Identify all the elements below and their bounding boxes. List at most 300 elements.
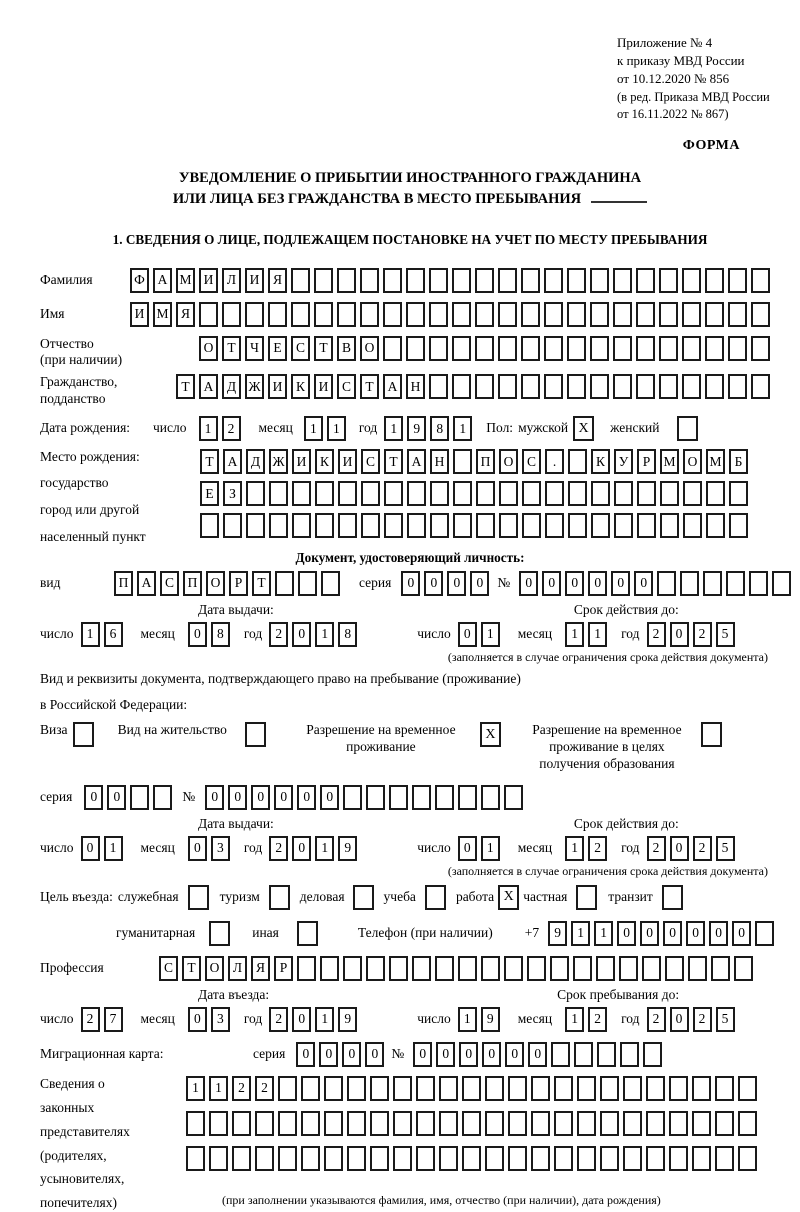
phone-label: Телефон (при наличии) [357,925,493,941]
char-cell: 0 [365,1042,384,1067]
char-cell [715,1076,734,1101]
char-cell: Т [252,571,271,596]
char-cell: 0 [413,1042,432,1067]
char-cell [577,1146,596,1171]
char-cell: И [130,302,149,327]
char-cell [337,302,356,327]
char-cell: 8 [338,622,357,647]
char-cell: 2 [647,836,666,861]
char-cell [278,1146,297,1171]
char-cell [613,302,632,327]
doc-issue-year-cells [269,622,361,647]
representatives-labels: Сведения о законных представителях (родителях, усыновителях, попечителях) [40,1075,130,1211]
char-cell [751,374,770,399]
char-cell: 0 [670,1007,689,1032]
char-cell: 0 [342,1042,361,1067]
char-cell [665,956,684,981]
char-cell [623,1076,642,1101]
representatives-block [40,1076,780,1212]
series-label: серия [40,789,73,805]
char-cell [568,481,587,506]
entry-date-label: Дата въезда: [198,986,270,1002]
char-cell [600,1111,619,1136]
char-cell: 0 [709,921,728,946]
char-cell [728,302,747,327]
rvp-label: Разрешение на временное проживание [306,722,456,755]
char-cell: Я [251,956,270,981]
birthplace-cells [200,449,752,538]
title-underline [591,201,647,203]
char-cell: 2 [647,1007,666,1032]
char-cell [301,1111,320,1136]
resdoc-series-row [40,785,780,810]
appendix-block [617,34,800,124]
char-cell [383,302,402,327]
char-cell [430,481,449,506]
char-cell: 0 [617,921,636,946]
char-cell [688,956,707,981]
char-cell [734,956,753,981]
char-cell: 0 [188,1007,207,1032]
name-row [40,302,780,327]
char-cell [545,513,564,538]
char-cell: 0 [588,571,607,596]
char-cell [361,513,380,538]
char-cell [738,1146,757,1171]
work-checkbox: X [498,885,519,910]
char-cell: Д [246,449,265,474]
char-cell: А [407,449,426,474]
char-cell [485,1076,504,1101]
purpose-label: Цель въезда: [40,889,113,905]
char-cell [246,481,265,506]
char-cell: 0 [611,571,630,596]
char-cell: 1 [571,921,590,946]
char-cell [623,1146,642,1171]
char-cell [452,302,471,327]
char-cell [728,374,747,399]
char-cell [275,571,294,596]
char-cell: К [291,374,310,399]
char-cell [389,956,408,981]
char-cell: Р [274,956,293,981]
char-cell: 2 [81,1007,100,1032]
char-cell [199,302,218,327]
char-cell: Л [228,956,247,981]
char-cell [130,785,149,810]
char-cell [416,1146,435,1171]
char-cell [590,336,609,361]
char-cell [370,1146,389,1171]
char-cell [567,268,586,293]
char-cell: 3 [211,836,230,861]
char-cell [554,1146,573,1171]
char-cell [475,302,494,327]
res-valid-day-cells [458,836,504,861]
char-cell [498,374,517,399]
birthplace-row2 [200,481,752,506]
validity-note: (заполняется в случае ограничения срока действия документа) [447,649,768,664]
char-cell [751,302,770,327]
char-cell [347,1111,366,1136]
char-cell: М [706,449,725,474]
char-cell: С [337,374,356,399]
char-cell [613,268,632,293]
char-cell [544,268,563,293]
purpose-row2: гуманитарная иная Телефон (при наличии) +7 9 1 1 0 0 0 0 0 0 [40,921,780,946]
char-cell: 0 [292,1007,311,1032]
char-cell: 1 [458,1007,477,1032]
profession-row [40,956,780,981]
char-cell: У [614,449,633,474]
char-cell: А [137,571,156,596]
char-cell [269,513,288,538]
char-cell [320,956,339,981]
char-cell [452,268,471,293]
char-cell [485,1111,504,1136]
study-checkbox [425,885,446,910]
char-cell: 0 [670,622,689,647]
resdoc-line2: в Российской Федерации: [40,697,188,713]
char-cell: П [183,571,202,596]
char-cell: С [522,449,541,474]
appendix-line: Приложение № 4 [617,35,713,50]
patronymic-label: Отчество (при наличии) [40,335,123,368]
char-cell [412,785,431,810]
char-cell: А [223,449,242,474]
visa-label: Виза [40,722,68,738]
char-cell [504,956,523,981]
char-cell [246,513,265,538]
rvp-checkbox: X [480,722,501,747]
birthplace-labels: Место рождения: государство город или другой населенный пункт [40,449,146,544]
char-cell [481,785,500,810]
char-cell [429,302,448,327]
char-cell: Ж [269,449,288,474]
char-cell: Е [200,481,219,506]
char-cell [508,1076,527,1101]
char-cell: О [360,336,379,361]
char-cell: 1 [315,1007,334,1032]
char-cell: Т [200,449,219,474]
appendix-line: от 10.12.2020 № 856 [617,71,730,87]
doc-valid-day-cells [458,622,504,647]
char-cell: 0 [205,785,224,810]
char-cell: 0 [188,622,207,647]
char-cell: 7 [104,1007,123,1032]
char-cell [531,1111,550,1136]
char-cell: 5 [716,1007,735,1032]
representatives-row1 [186,1076,761,1101]
char-cell [527,956,546,981]
char-cell [646,1111,665,1136]
char-cell [407,481,426,506]
char-cell [636,374,655,399]
char-cell [268,302,287,327]
form-title-line1: УВЕДОМЛЕНИЕ О ПРИБЫТИИ ИНОСТРАННОГО ГРАЖДАНИНА [178,169,642,186]
section1-heading: 1. СВЕДЕНИЯ О ЛИЦЕ, ПОДЛЕЖАЩЕМ ПОСТАНОВКЕ НА УЧЕТ ПО МЕСТУ ПРЕБЫВАНИЯ [112,231,708,247]
char-cell [706,513,725,538]
char-cell: М [176,268,195,293]
char-cell [186,1111,205,1136]
char-cell [458,956,477,981]
char-cell [772,571,791,596]
char-cell: 1 [384,416,403,441]
char-cell: А [383,374,402,399]
char-cell [729,481,748,506]
char-cell: 0 [732,921,751,946]
char-cell [522,481,541,506]
char-cell [751,336,770,361]
char-cell: 1 [186,1076,205,1101]
char-cell: Т [360,374,379,399]
char-cell [384,513,403,538]
doc-issue-day-cells [81,622,127,647]
char-cell: И [338,449,357,474]
other-checkbox [297,921,318,946]
char-cell: 2 [647,622,666,647]
char-cell [705,302,724,327]
char-cell [567,336,586,361]
male-label: мужской [518,420,569,436]
char-cell: 0 [447,571,466,596]
char-cell [521,302,540,327]
birthplace-block [40,449,780,546]
char-cell: О [199,336,218,361]
tourism-checkbox [269,885,290,910]
char-cell: 0 [292,836,311,861]
birthdate-label: Дата рождения: [40,420,131,436]
char-cell [297,956,316,981]
migration-card-row: Миграционная карта: серия 0 0 0 0 № 0 0 0 0 0 0 [40,1042,780,1067]
mig-series-cells [296,1042,388,1067]
char-cell [292,481,311,506]
char-cell [614,481,633,506]
char-cell [153,785,172,810]
forma-label: ФОРМА [682,137,740,153]
iddoc-dates-row [40,622,780,647]
entry-year-cells [269,1007,361,1032]
number-label: № [182,789,196,805]
resdoc-date-heads: Дата выдачи: Срок действия до: [198,815,679,831]
mig-number-cells [413,1042,666,1067]
res-valid-month-cells [565,836,611,861]
form-title-line2: ИЛИ ЛИЦА БЕЗ ГРАЖДАНСТВА В МЕСТО ПРЕБЫВАНИЯ [172,190,582,207]
char-cell: 0 [84,785,103,810]
char-cell: 1 [304,416,323,441]
stay-month-cells [565,1007,611,1032]
char-cell: 0 [686,921,705,946]
char-cell [577,1076,596,1101]
res-issue-day-cells [81,836,127,861]
char-cell [728,268,747,293]
char-cell [669,1146,688,1171]
representatives-cells [186,1076,761,1208]
char-cell [475,374,494,399]
char-cell [245,302,264,327]
char-cell [623,1111,642,1136]
char-cell: 2 [693,622,712,647]
char-cell: 0 [320,785,339,810]
char-cell: 6 [104,622,123,647]
char-cell: 1 [315,622,334,647]
char-cell: Р [637,449,656,474]
char-cell [366,956,385,981]
char-cell [683,481,702,506]
char-cell: 2 [232,1076,251,1101]
char-cell [292,513,311,538]
char-cell [476,481,495,506]
char-cell [703,571,722,596]
issue-date-label: Дата выдачи: [198,601,274,617]
char-cell [683,513,702,538]
char-cell: А [153,268,172,293]
char-cell [642,956,661,981]
char-cell [337,268,356,293]
char-cell [476,513,495,538]
char-cell: 0 [470,571,489,596]
char-cell [360,268,379,293]
char-cell [544,302,563,327]
official-checkbox [188,885,209,910]
char-cell: М [153,302,172,327]
representatives-row3 [186,1146,761,1171]
char-cell [389,785,408,810]
char-cell: 1 [481,836,500,861]
char-cell [590,268,609,293]
female-checkbox [677,416,698,441]
char-cell: . [545,449,564,474]
char-cell [269,481,288,506]
entry-group: число 2 7 месяц 0 3 год 2 0 1 9 [40,1007,361,1032]
transit-checkbox [662,885,683,910]
name-cells [130,302,774,327]
char-cell: Ж [245,374,264,399]
char-cell [613,374,632,399]
char-cell [554,1076,573,1101]
char-cell: 2 [588,1007,607,1032]
char-cell: 0 [424,571,443,596]
char-cell [620,1042,639,1067]
birthdate-row [40,416,780,441]
char-cell: И [314,374,333,399]
char-cell [232,1111,251,1136]
char-cell [255,1111,274,1136]
char-cell [682,336,701,361]
char-cell [636,336,655,361]
char-cell [429,336,448,361]
char-cell: 0 [458,622,477,647]
char-cell [291,302,310,327]
iddoc-date-heads [40,602,780,618]
char-cell [324,1111,343,1136]
stay-group: число 1 9 месяц 1 2 год 2 0 2 5 [417,1007,738,1032]
char-cell [692,1076,711,1101]
char-cell [600,1076,619,1101]
char-cell [301,1146,320,1171]
char-cell [643,1042,662,1067]
char-cell [682,268,701,293]
char-cell: 0 [228,785,247,810]
char-cell: И [199,268,218,293]
char-cell [726,571,745,596]
char-cell: М [660,449,679,474]
resdoc-issue-group: число 0 1 месяц 0 3 год 2 0 1 9 [40,836,361,861]
char-cell [393,1146,412,1171]
char-cell: А [199,374,218,399]
char-cell: 2 [269,836,288,861]
char-cell: Т [384,449,403,474]
char-cell: И [245,268,264,293]
char-cell: 0 [251,785,270,810]
char-cell [475,268,494,293]
char-cell [209,1111,228,1136]
char-cell: 0 [565,571,584,596]
char-cell [680,571,699,596]
char-cell: С [361,449,380,474]
char-cell: 1 [199,416,218,441]
char-cell [660,513,679,538]
char-cell: 1 [327,416,346,441]
birthplace-row1 [200,449,752,474]
char-cell: 2 [693,836,712,861]
char-cell: Б [729,449,748,474]
char-cell [521,268,540,293]
char-cell [406,302,425,327]
residence-permit-label: Вид на жительство [117,722,227,738]
char-cell: 0 [670,836,689,861]
char-cell [209,1146,228,1171]
business-checkbox [353,885,374,910]
char-cell: Ч [245,336,264,361]
char-cell [462,1076,481,1101]
char-cell: 8 [430,416,449,441]
char-cell: 2 [693,1007,712,1032]
char-cell: О [206,571,225,596]
char-cell: 3 [211,1007,230,1032]
char-cell [692,1111,711,1136]
char-cell: Т [176,374,195,399]
char-cell: Ф [130,268,149,293]
char-cell [591,513,610,538]
char-cell [657,571,676,596]
char-cell [637,513,656,538]
year-label: год [358,420,378,436]
char-cell [321,571,340,596]
purpose-row: Цель въезда: служебная туризм деловая учеба работа X частная транзит [40,885,780,910]
char-cell [223,513,242,538]
stay-day-cells [458,1007,504,1032]
char-cell [729,513,748,538]
char-cell: П [114,571,133,596]
char-cell [278,1076,297,1101]
char-cell [429,374,448,399]
char-cell: 2 [255,1076,274,1101]
char-cell [521,336,540,361]
char-cell: 0 [188,836,207,861]
res-issue-year-cells [269,836,361,861]
birthplace-row3 [200,513,752,538]
char-cell: 1 [209,1076,228,1101]
char-cell [705,336,724,361]
residence-permit-checkbox [245,722,266,747]
char-cell [498,336,517,361]
char-cell: Р [229,571,248,596]
char-cell: 5 [716,836,735,861]
char-cell [338,481,357,506]
char-cell [435,956,454,981]
char-cell: Я [176,302,195,327]
